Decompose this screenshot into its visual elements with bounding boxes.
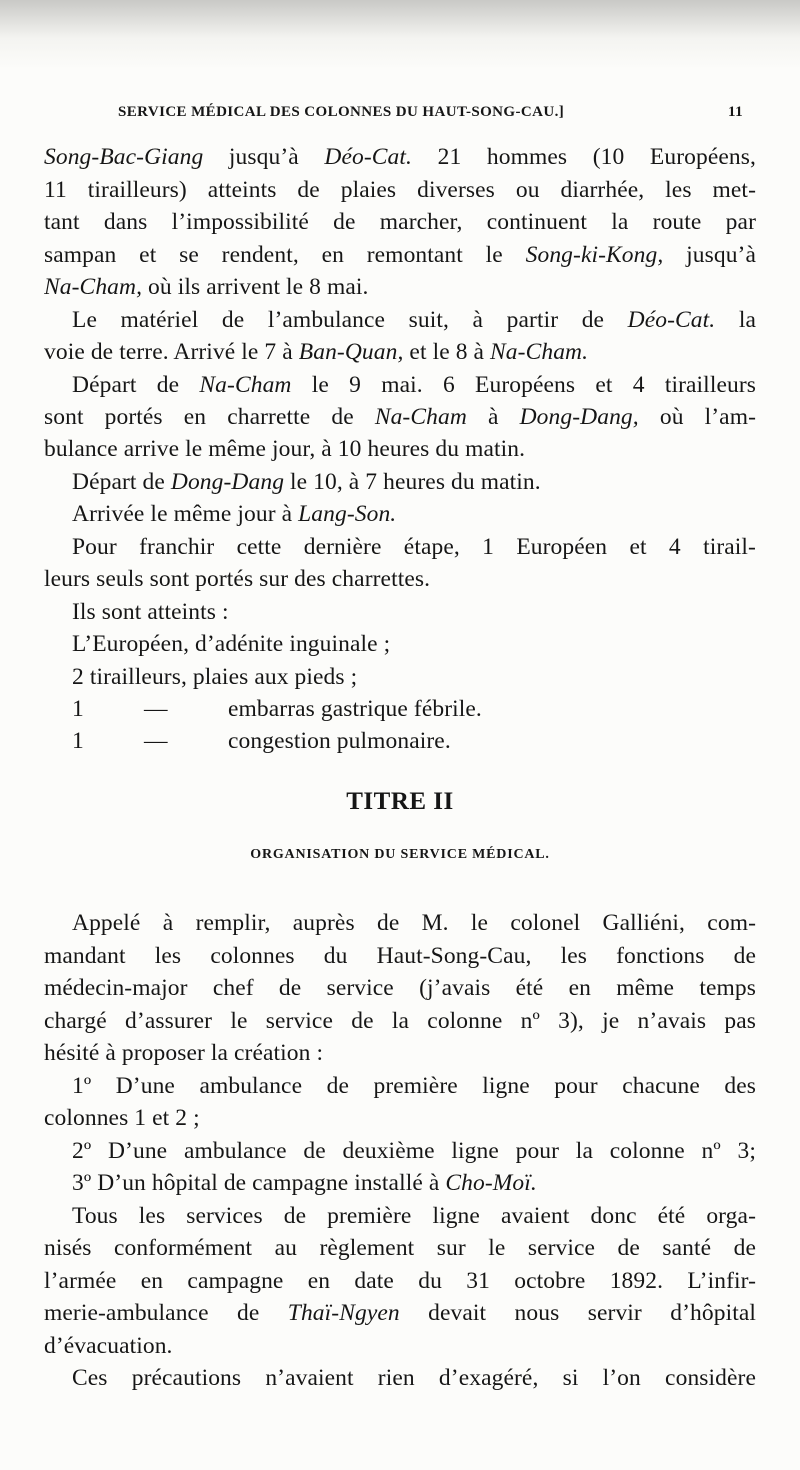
text-span: Départ de xyxy=(72,372,200,398)
text-line xyxy=(44,1298,756,1328)
text-line: 11 tirailleurs) atteints de plaies diverses ou diarrhée, les met- xyxy=(44,177,756,203)
list-intro: Ils sont atteints : xyxy=(72,599,229,625)
text-span: embarras gastrique fébrile. xyxy=(228,696,482,722)
place-name: Thaï-Ngyen xyxy=(287,1300,400,1326)
text-span: Arrivée le même jour à xyxy=(72,501,299,527)
place-name: Na-Cham xyxy=(199,372,292,398)
text-span: devait nous servir d’hôpital xyxy=(399,1300,756,1326)
text-line: tant dans l’impossibilité de marcher, continuent la route par xyxy=(44,209,756,235)
text-span: la xyxy=(715,307,756,333)
text-line xyxy=(44,337,756,367)
text-span: jusqu’à xyxy=(203,144,325,170)
list-count: 1 xyxy=(72,728,84,754)
place-name: Dong-Dang, xyxy=(519,404,639,430)
text-span: jusqu’à xyxy=(663,242,756,268)
text-line xyxy=(72,305,756,335)
text-line: hésité à proposer la création : xyxy=(44,1040,324,1066)
place-name: Song-ki-Kong, xyxy=(525,242,664,268)
text-line xyxy=(72,499,756,529)
list-item: L’Européen, d’adénite inguinale ; xyxy=(72,631,391,657)
text-span: Départ de xyxy=(72,469,171,495)
text-line xyxy=(72,370,756,400)
place-name: Déo-Cat. xyxy=(627,307,716,333)
text-span: sont portés en charrette de xyxy=(44,404,375,430)
place-name: Cho-Moï. xyxy=(445,1170,537,1196)
text-line: nisés conformément au règlement sur le service de santé de xyxy=(44,1235,756,1261)
place-name: Na-Cham, xyxy=(44,274,143,300)
ditto-dash: — xyxy=(144,696,168,722)
place-name: Na-Cham. xyxy=(490,339,589,365)
place-name: Déo-Cat. xyxy=(324,144,413,170)
text-line xyxy=(44,402,756,432)
place-name: Dong-Dang xyxy=(170,469,285,495)
section-title: TITRE II xyxy=(346,788,454,815)
running-title: SERVICE MÉDICAL DES COLONNES DU HAUT-SONG-CAU.] xyxy=(118,104,565,120)
place-name: Na-Cham xyxy=(374,404,467,430)
text-span: 3º D’un hôpital de campagne installé à xyxy=(72,1170,446,1196)
text-line: bulance arrive le même jour, à 10 heures du matin. xyxy=(44,436,526,462)
text-line xyxy=(44,240,756,270)
text-line: mandant les colonnes du Haut-Song-Cau, les fonctions de xyxy=(44,943,756,969)
text-line: colonnes 1 et 2 ; xyxy=(44,1105,200,1131)
text-line: chargé d’assurer le service de la colonne nº 3), je n’avais pas xyxy=(44,1008,756,1034)
enum-item: 1º D’une ambulance de première ligne pour chacune des xyxy=(72,1073,756,1099)
list-count: 1 xyxy=(72,696,84,722)
text-span: le 9 mai. 6 Européens et 4 tirailleurs xyxy=(291,372,756,398)
text-line: l’armée en campagne en date du 31 octobre 1892. L’infir- xyxy=(44,1268,756,1294)
text-line: Ces précautions n’avaient rien d’exagéré, si l’on considère xyxy=(72,1365,756,1391)
text-span: où ils arrivent le 8 mai. xyxy=(142,274,369,300)
list-item xyxy=(72,694,756,724)
text-span: le 10, à 7 heures du matin. xyxy=(284,469,541,495)
text-span: merie-ambulance de xyxy=(44,1300,288,1326)
place-name: Lang-Son. xyxy=(298,501,397,527)
section-subtitle: ORGANISATION DU SERVICE MÉDICAL. xyxy=(250,847,550,862)
text-line: d’évacuation. xyxy=(44,1333,173,1359)
enum-item xyxy=(72,1168,756,1198)
page-number: 11 xyxy=(728,104,743,120)
text-line: Tous les services de première ligne avaient donc été orga- xyxy=(72,1203,756,1229)
enum-item: 2º D’une ambulance de deuxième ligne pour la colonne nº 3; xyxy=(72,1138,756,1164)
text-line: Appelé à remplir, auprès de M. le colonel Galliéni, com- xyxy=(72,910,756,936)
text-span: à xyxy=(466,404,520,430)
text-line xyxy=(44,272,756,302)
text-span: et le 8 à xyxy=(403,339,491,365)
list-item: 2 tirailleurs, plaies aux pieds ; xyxy=(72,664,358,690)
text-line: leurs seuls sont portés sur des charrettes. xyxy=(44,566,431,592)
text-span: voie de terre. Arrivé le 7 à xyxy=(44,339,299,365)
text-line: Pour franchir cette dernière étape, 1 Européen et 4 tirail- xyxy=(72,534,756,560)
text-span: Le matériel de l’ambulance suit, à partir de xyxy=(72,307,628,333)
text-line xyxy=(44,142,756,172)
text-line xyxy=(72,467,756,497)
running-header xyxy=(118,104,743,128)
place-name: Ban-Quan, xyxy=(298,339,404,365)
text-span: où l’am- xyxy=(638,404,756,430)
place-name: Song-Bac-Giang xyxy=(44,144,204,170)
text-span: congestion pulmonaire. xyxy=(228,728,451,754)
text-span: sampan et se rendent, en remontant le xyxy=(44,242,526,268)
text-line: médecin-major chef de service (j’avais été en même temps xyxy=(44,975,756,1001)
ditto-dash: — xyxy=(144,728,168,754)
text-span: 21 hommes (10 Européens, xyxy=(412,144,756,170)
list-item xyxy=(72,726,756,756)
page-edge-shadow xyxy=(0,0,800,70)
